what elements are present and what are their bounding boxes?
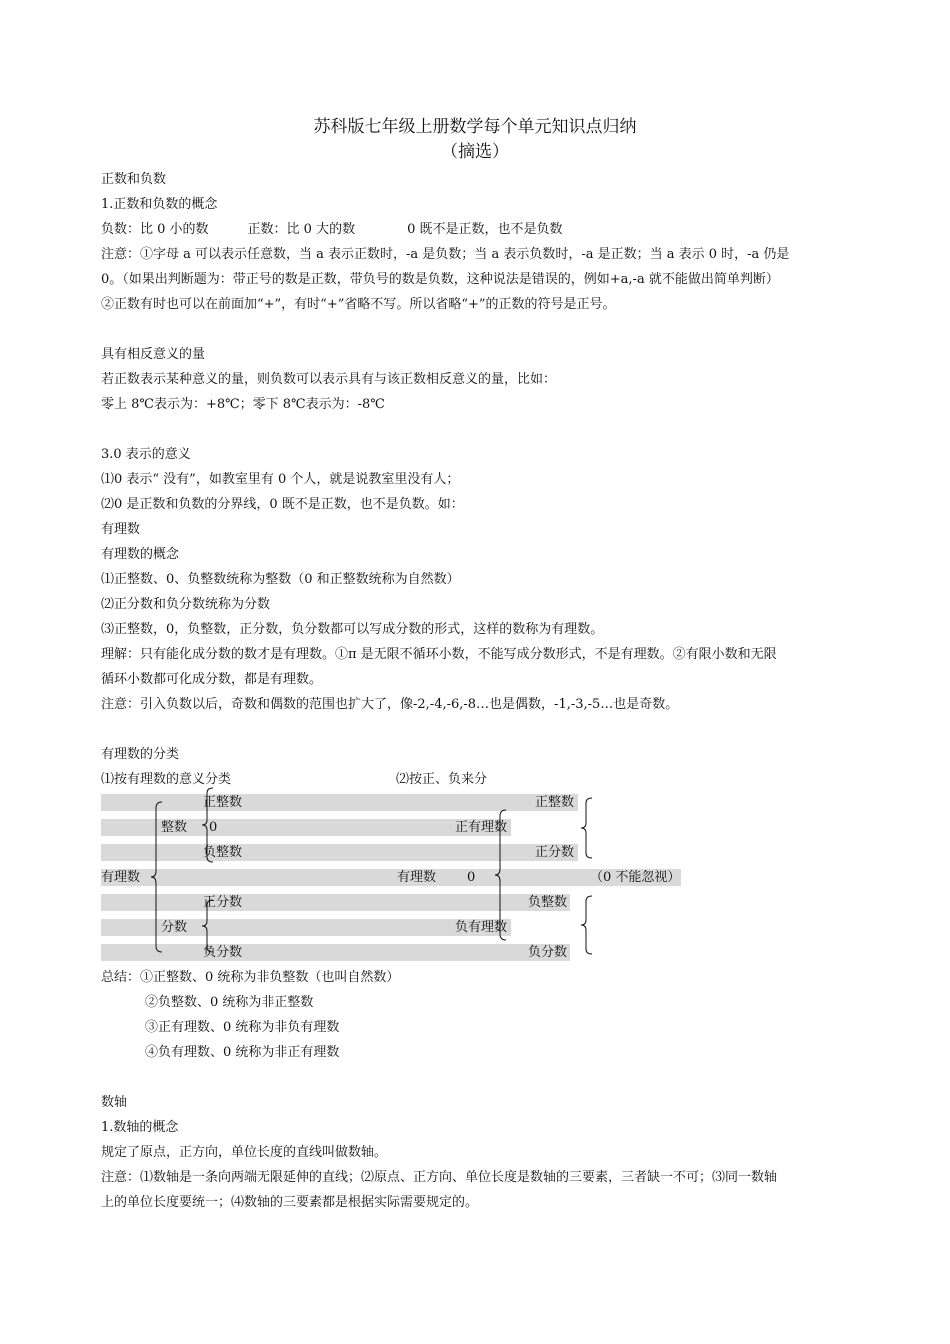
paragraph: 上的单位长度要统一；⑷数轴的三要素都是根据实际需要规定的。	[101, 1195, 479, 1210]
label-negative-fraction-left: 负分数	[203, 945, 243, 960]
label-positive-integer-right: 正整数	[535, 795, 575, 810]
paragraph: 注意：⑴数轴是一条向两端无限延伸的直线；⑵原点、正方向、单位长度是数轴的三要素，三者缺一不可；⑶同一数轴	[101, 1170, 778, 1185]
summary-line: ②负整数、0 统称为非正整数	[145, 995, 314, 1010]
label-negative-integer-right: 负整数	[528, 895, 568, 910]
subsection-heading: 有理数的概念	[101, 547, 180, 562]
brace-rational-right	[494, 810, 508, 940]
paragraph: 零上 8℃表示为：+8℃；零下 8℃表示为：-8℃	[101, 397, 385, 412]
document-subtitle: （摘选）	[441, 142, 509, 162]
brace-integer	[201, 788, 218, 862]
label-positive-integer-left: 正整数	[203, 795, 243, 810]
paragraph: ②正数有时也可以在前面加“+”，有时“+”省略不写。所以省略“+”的正数的符号是正号。	[101, 297, 616, 312]
label-zero-right: 0	[467, 870, 476, 885]
label-rational-left: 有理数	[101, 870, 141, 885]
section-heading: 有理数	[101, 522, 141, 537]
label-zero-left: 0	[209, 820, 218, 835]
label-zero-note: （0 不能忽视）	[590, 870, 681, 885]
label-integer: 整数	[161, 820, 188, 835]
brace-rational-left	[150, 802, 164, 952]
subsection-heading: 1.数轴的概念	[101, 1120, 179, 1135]
brace-fraction	[201, 900, 215, 952]
document-title: 苏科版七年级上册数学每个单元知识点归纳	[313, 117, 637, 137]
label-rational-right: 有理数	[397, 870, 437, 885]
paragraph: 规定了原点，正方向，单位长度的直线叫做数轴。	[101, 1145, 388, 1160]
row-band	[101, 794, 578, 811]
summary-line: ④负有理数、0 统称为非正有理数	[145, 1045, 340, 1060]
section-heading: 有理数的分类	[101, 747, 180, 762]
paragraph: 循环小数都可化成分数，都是有理数。	[101, 672, 323, 687]
left-classification-heading: ⑴按有理数的意义分类	[101, 772, 232, 787]
label-positive-rational: 正有理数	[455, 820, 508, 835]
section-heading: 正数和负数	[101, 172, 167, 187]
paragraph: 若正数表示某种意义的量，则负数可以表示具有与该正数相反意义的量，比如：	[101, 372, 557, 387]
label-positive-fraction-right: 正分数	[535, 845, 575, 860]
paragraph: ⑴0 表示“ 没有”，如教室里有 0 个人，就是说教室里没有人；	[101, 472, 460, 487]
row-band	[101, 944, 570, 961]
section-heading: 具有相反意义的量	[101, 347, 206, 362]
paragraph: 理解：只有能化成分数的数才是有理数。①π 是无限不循环小数，不能写成分数形式，不是有理数。②有限小数和无限	[101, 647, 777, 662]
summary-line: 总结：①正整数、0 统称为非负整数（也叫自然数）	[101, 970, 400, 985]
paragraph: ⑶正整数，0，负整数，正分数，负分数都可以写成分数的形式，这样的数称为有理数。	[101, 622, 604, 637]
brace-positive-rational	[580, 798, 594, 858]
paragraph: ⑴正整数、0、负整数统称为整数（0 和正整数统称为自然数）	[101, 572, 460, 587]
paragraph: ⑵0 是正数和负数的分界线，0 既不是正数，也不是负数。如：	[101, 497, 464, 512]
right-classification-heading: ⑵按正、负来分	[396, 772, 488, 787]
paragraph: 注意：引入负数以后，奇数和偶数的范围也扩大了，像-2,-4,-6,-8…也是偶数，-1,-3,-5…也是奇数。	[101, 697, 679, 712]
section-heading: 3.0 表示的意义	[101, 447, 191, 462]
label-positive-fraction-left: 正分数	[203, 895, 243, 910]
brace-negative-rational	[580, 896, 594, 954]
label-negative-rational: 负有理数	[455, 920, 508, 935]
subsection-heading: 1.正数和负数的概念	[101, 197, 218, 212]
label-fraction: 分数	[161, 920, 188, 935]
paragraph: 注意：①字母 a 可以表示任意数，当 a 表示正数时，-a 是负数；当 a 表示负数时，-a 是正数；当 a 表示 0 时，-a 仍是	[101, 247, 790, 262]
paragraph: 负数：比 0 小的数 正数：比 0 大的数 0 既不是正数，也不是负数	[101, 222, 563, 237]
paragraph: 0。（如果出判断题为：带正号的数是正数，带负号的数是负数，这种说法是错误的，例如+a,-a 就不能做出简单判断）	[101, 272, 779, 287]
label-negative-integer-left: 负整数	[203, 845, 243, 860]
paragraph: ⑵正分数和负分数统称为分数	[101, 597, 271, 612]
label-negative-fraction-right: 负分数	[528, 945, 568, 960]
section-heading: 数轴	[101, 1095, 128, 1110]
summary-line: ③正有理数、0 统称为非负有理数	[145, 1020, 340, 1035]
